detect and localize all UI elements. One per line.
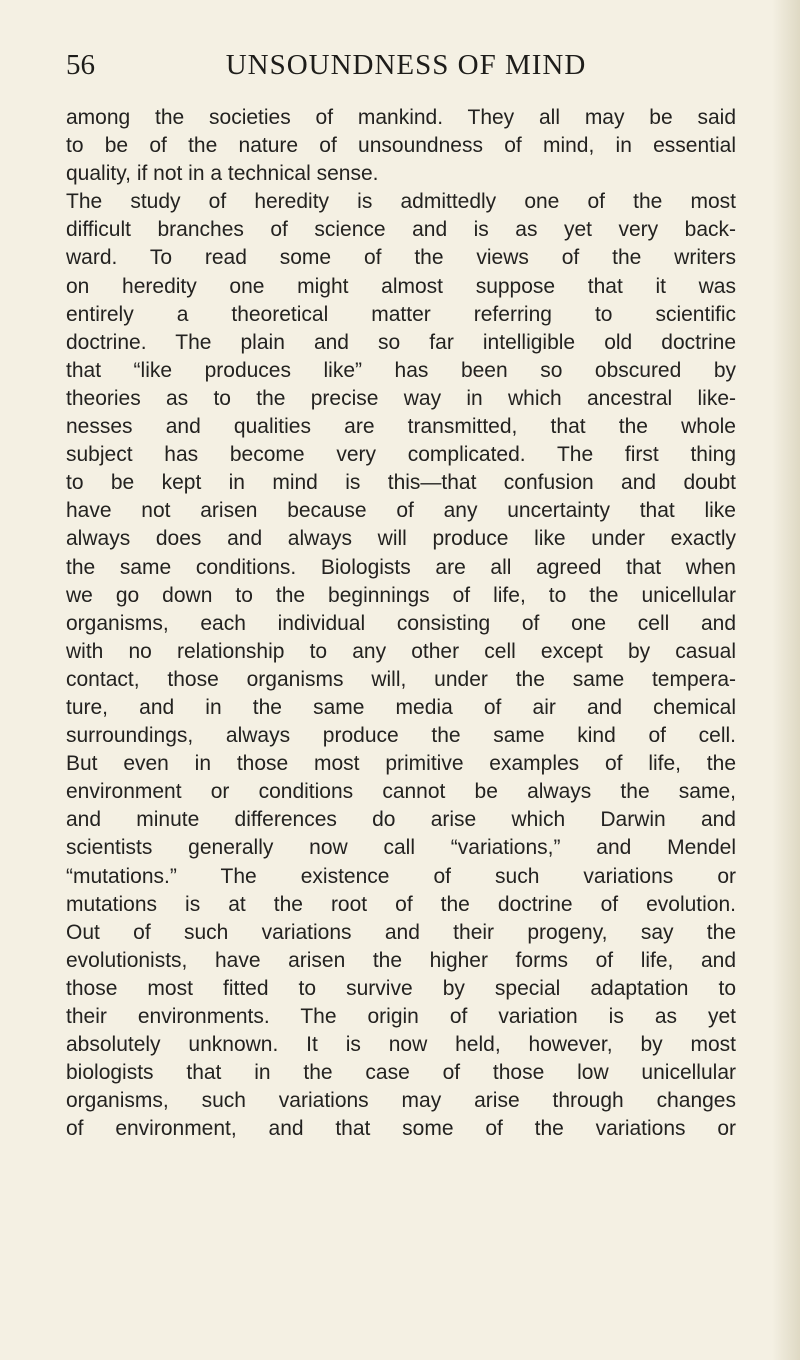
text-line: on heredity one might almost suppose that it was — [66, 274, 736, 298]
text-line: of environment, and that some of the variations or — [66, 1117, 736, 1141]
body-text — [66, 104, 736, 1143]
text-line: subject has become very complicated. The first thing — [66, 443, 736, 467]
text-line: The study of heredity is admittedly one of the most — [66, 190, 736, 214]
text-line: their environments. The origin of variation is as yet — [66, 1005, 736, 1028]
text-line: and minute differences do arise which Darwin and — [66, 808, 736, 832]
text-line: environment or conditions cannot be always the same, — [66, 780, 736, 804]
text-line: have not arisen because of any uncertainty that like — [66, 499, 736, 523]
text-line: the same conditions. Biologists are all agreed that when — [66, 555, 736, 579]
text-line: among the societies of mankind. They all may be said — [66, 106, 736, 129]
text-line: ward. To read some of the views of the writers — [66, 246, 736, 270]
text-line: biologists that in the case of those low unicellular — [66, 1061, 736, 1085]
text-line: evolutionists, have arisen the higher forms of life, and — [66, 948, 736, 972]
text-line: those most fitted to survive by special adaptation to — [66, 976, 736, 1000]
text-line: entirely a theoretical matter referring to scientific — [66, 302, 736, 326]
text-line: organisms, such variations may arise through changes — [66, 1089, 736, 1113]
text-line: quality, if not in a technical sense. — [66, 162, 379, 186]
text-line: Out of such variations and their progeny, say the — [66, 920, 736, 944]
text-line: But even in those most primitive examples of life, the — [66, 752, 736, 776]
running-title: UNSOUNDNESS OF MIND — [225, 49, 587, 81]
text-line: nesses and qualities are transmitted, that the whole — [66, 415, 736, 439]
text-line: that “like produces like” has been so obscured by — [66, 358, 736, 382]
text-line: scientists generally now call “variations,” and Mendel — [66, 836, 736, 860]
text-line: with no relationship to any other cell except by casual — [66, 639, 736, 663]
page-header — [66, 48, 726, 88]
page-number: 56 — [66, 49, 95, 81]
text-line: to be kept in mind is this—that confusion and doubt — [66, 471, 736, 495]
text-line: organisms, each individual consisting of one cell and — [66, 611, 736, 635]
text-line: doctrine. The plain and so far intelligible old doctrine — [66, 330, 736, 354]
text-line: theories as to the precise way in which ancestral like- — [66, 386, 736, 410]
text-line: to be of the nature of unsoundness of mind, in essential — [66, 134, 736, 158]
text-line: mutations is at the root of the doctrine of evolution. — [66, 892, 736, 916]
text-line: surroundings, always produce the same kind of cell. — [66, 724, 736, 748]
text-line: contact, those organisms will, under the same tempera- — [66, 667, 736, 691]
text-line: difficult branches of science and is as yet very back- — [66, 218, 736, 242]
text-line: “mutations.” The existence of such variations or — [66, 864, 736, 888]
text-line: we go down to the beginnings of life, to the unicellular — [66, 583, 736, 607]
text-line: ture, and in the same media of air and chemical — [66, 695, 736, 719]
text-line: absolutely unknown. It is now held, however, by most — [66, 1033, 736, 1057]
text-line: always does and always will produce like under exactly — [66, 527, 736, 551]
page-edge-shadow — [772, 0, 800, 1360]
